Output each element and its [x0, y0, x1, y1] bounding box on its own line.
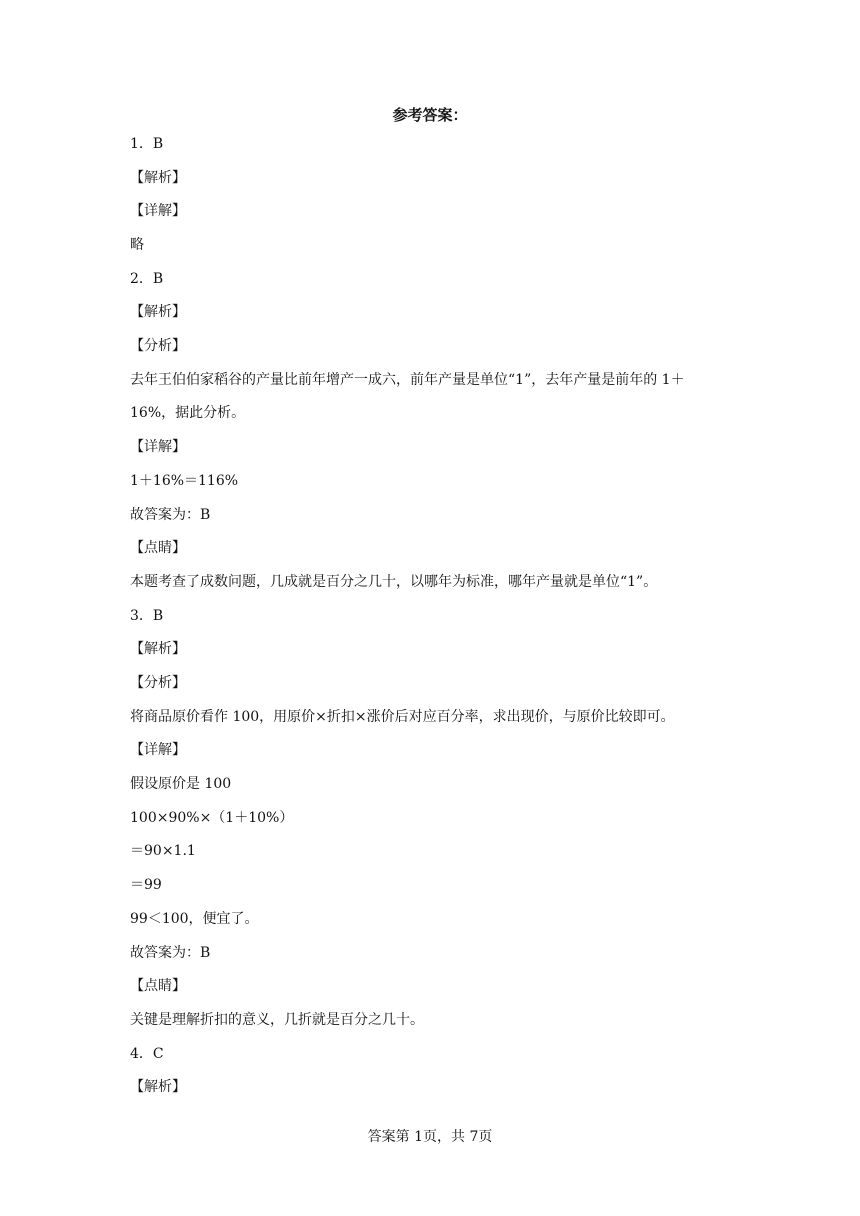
text-line: 【详解】: [130, 742, 186, 758]
text-line: 【解析】: [130, 170, 186, 186]
text-line: 【分析】: [130, 338, 186, 354]
text-line: 【详解】: [130, 439, 186, 455]
page-title: 参考答案：: [392, 106, 468, 124]
text-line: 【解析】: [130, 304, 186, 320]
text-line: 2．B: [130, 271, 164, 287]
text-line: 4．C: [130, 1046, 164, 1062]
text-line: 本题考查了成数问题，几成就是百分之几十，以哪年为标准，哪年产量就是单位“1”。: [130, 574, 658, 590]
text-line: 【分析】: [130, 675, 186, 691]
text-line: 【点睛】: [130, 540, 186, 556]
text-line: ＝90×1.1: [130, 843, 196, 859]
text-line: 【解析】: [130, 641, 186, 657]
text-line: 1＋16%＝116%: [130, 473, 239, 489]
text-line: 【解析】: [130, 1079, 186, 1095]
text-line: 1．B: [130, 136, 164, 152]
text-line: ＝99: [130, 877, 162, 893]
text-line: 故答案为：B: [130, 507, 211, 523]
text-line: 99＜100，便宜了。: [130, 911, 259, 927]
text-line: 将商品原价看作 100，用原价×折扣×涨价后对应百分率，求出现价，与原价比较即可。: [130, 709, 675, 725]
text-line: 故答案为：B: [130, 945, 211, 961]
text-line: 关键是理解折扣的意义，几折就是百分之几十。: [130, 1012, 424, 1028]
text-line: 假设原价是 100: [130, 776, 232, 792]
text-line: 16%，据此分析。: [130, 405, 246, 421]
text-line: 3．B: [130, 608, 164, 624]
text-line: 去年王伯伯家稻谷的产量比前年增产一成六，前年产量是单位“1”，去年产量是前年的 1＋: [130, 372, 685, 388]
text-line: 略: [130, 237, 144, 253]
text-line: 100×90%×（1＋10%）: [130, 810, 294, 826]
text-line: 【详解】: [130, 203, 186, 219]
text-line: 【点睛】: [130, 978, 186, 994]
page-footer: 答案第 1页，共 7页: [367, 1129, 493, 1145]
